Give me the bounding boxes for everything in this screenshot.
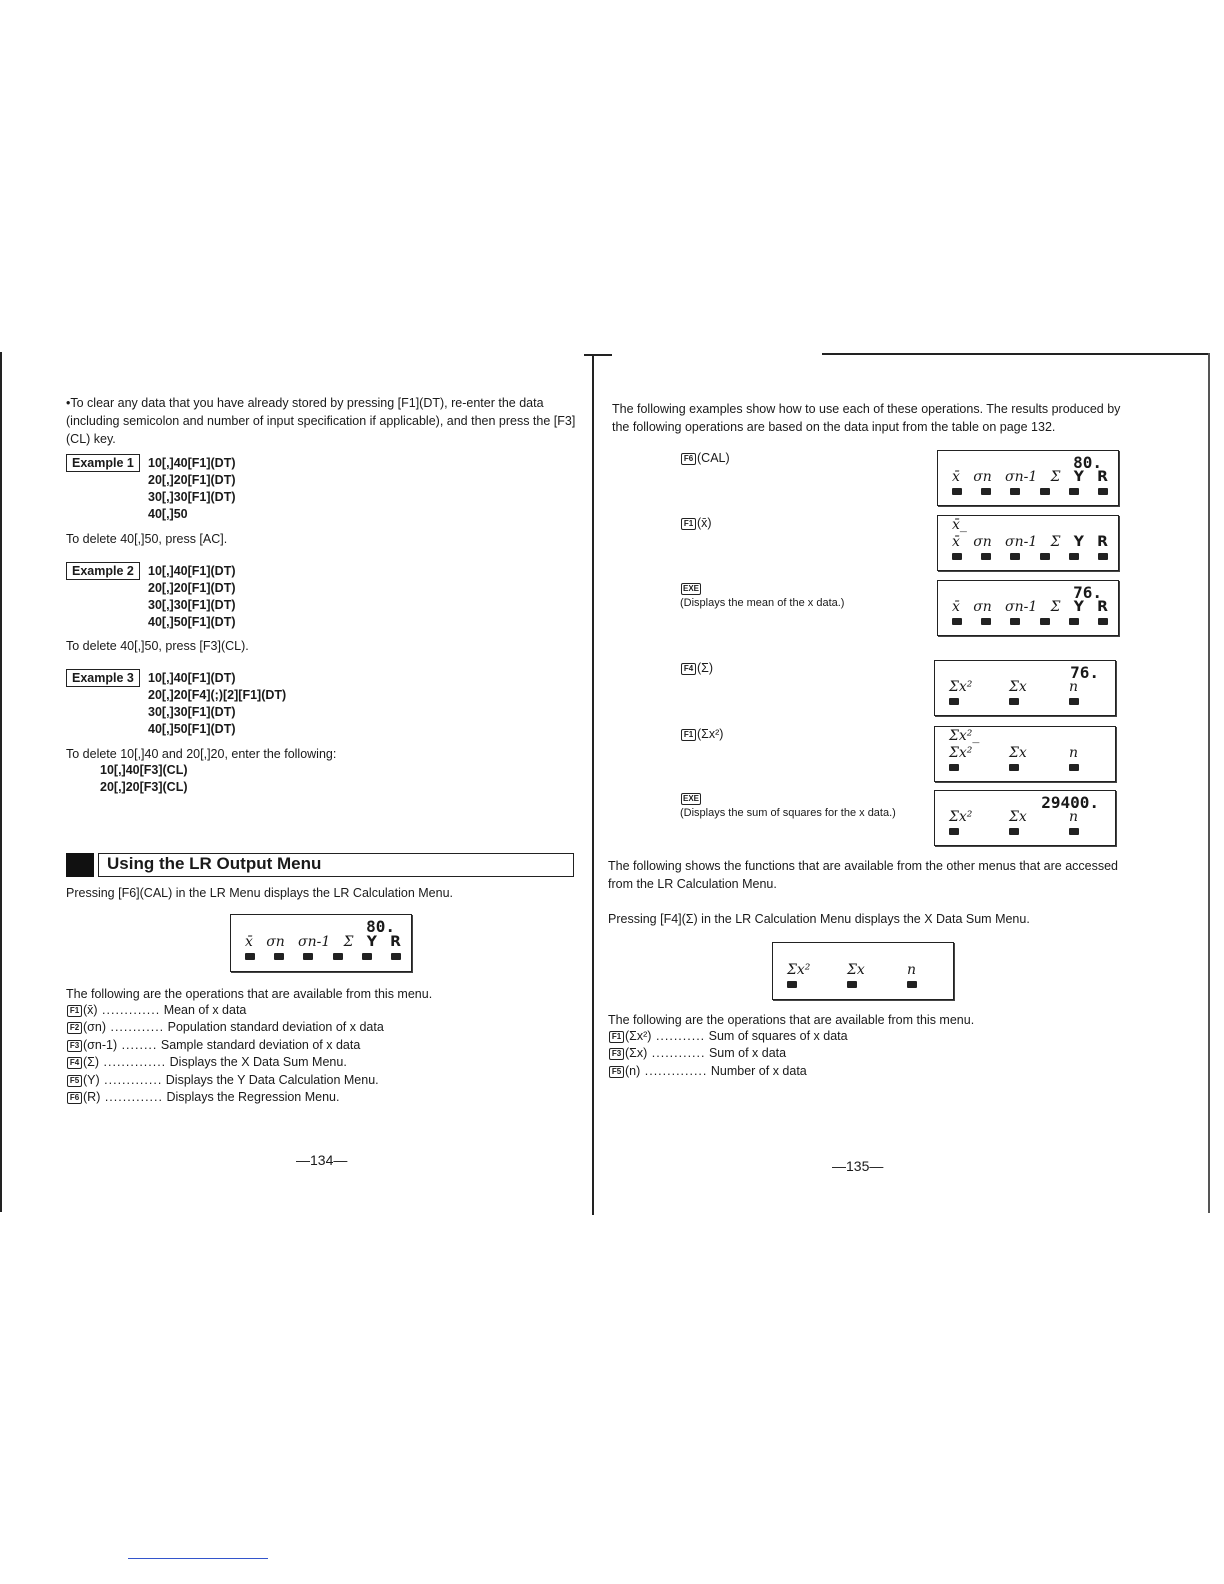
step-key [680,790,900,820]
example2-line: 20[,]20[F1](DT) [148,581,236,595]
display-label: R [1097,534,1108,550]
step-label: (Σx²) [697,727,724,741]
label-r: R [390,934,401,950]
function-key-markers [949,764,1129,771]
menu-desc: Mean of x data [163,1003,247,1017]
left-edge-line [0,352,2,1212]
menu-sym: (σn) [83,1020,106,1035]
example3-delete-keys [100,762,188,796]
label-mean: x̄ [245,934,253,950]
display-labels [949,809,1129,825]
menu-sym: (x̄) [83,1003,98,1017]
example3-line: 30[,]30[F1](DT) [148,705,236,719]
input-symbol: Σx²_ [949,728,980,744]
menu-dots: ............ [106,1020,165,1035]
function-key-marker [1069,553,1079,560]
right-edge-line [1208,353,1210,1213]
step-label: (x̄) [697,516,712,530]
display-value: 80. [1073,453,1102,472]
example2-keys [148,563,236,631]
function-key-marker [1040,618,1050,625]
step-key [680,660,900,676]
menu-dots: ........... [651,1029,706,1043]
example3-keys [148,670,286,738]
menu-intro: The following are the operations that are available from this menu. [66,987,433,1001]
key-f4-icon: F4 [681,663,696,675]
f5-marker [907,981,917,988]
sum-menu-item [608,1063,848,1080]
display-label: n [1069,745,1079,761]
function-key-marker [1010,488,1020,495]
label-sum-x2: Σx² [787,962,811,978]
f3-key-icon: F3 [609,1048,624,1060]
display-label: Σx² [949,745,973,761]
x-sum-display [934,726,1116,782]
bottom-link-line [128,1558,268,1559]
display-labels [245,934,401,950]
display-label: x̄ [952,534,960,550]
left-page-number: —134— [296,1152,348,1168]
right-top-line [822,353,1210,355]
example3-label: Example 3 [66,669,140,687]
step-key [680,450,900,466]
display-value: 76. [1070,663,1099,682]
menu-list [66,1002,384,1106]
sum-intro: Pressing [F4](Σ) in the LR Calculation Menu displays the X Data Sum Menu. [608,912,1030,926]
function-key-marker [1010,618,1020,625]
x-sum-display [934,660,1116,716]
display-label: x̄ [952,469,960,485]
spine-top-tick [584,354,612,356]
example2-after: To delete 40[,]50, press [F3](CL). [66,639,249,653]
label-sum-x: Σx [847,962,865,978]
example3-line: 10[,]40[F1](DT) [148,671,236,685]
f6-key-icon: F6 [67,1092,82,1104]
display-labels [952,469,1108,485]
f1-key-icon: F1 [67,1005,82,1017]
function-key-marker [981,553,991,560]
function-key-marker [1069,764,1079,771]
function-key-marker [1009,764,1019,771]
display-label: Σ [1050,534,1061,550]
menu-desc: Displays the X Data Sum Menu. [169,1055,347,1070]
function-key-marker [981,488,991,495]
menu-sym: (n) [625,1063,641,1078]
lr-calc-display [937,580,1119,636]
example1-keys [148,455,236,523]
f6-marker [391,953,401,960]
example1-line: 30[,]30[F1](DT) [148,490,236,504]
display-label: R [1097,469,1108,485]
function-key-markers [949,828,1129,835]
step-key [680,726,900,742]
delete-line: 20[,]20[F3](CL) [100,780,188,794]
menu-desc: Displays the Regression Menu. [166,1090,340,1105]
menu-sym: (Y) [83,1072,100,1087]
menu-dots: ........ [117,1037,158,1052]
display-input-line [949,728,1009,744]
display-label: Σx² [949,809,973,825]
display-labels [949,745,1129,761]
delete-line: 10[,]40[F3](CL) [100,763,188,777]
function-key-marker [1098,553,1108,560]
display-label: n [1069,809,1079,825]
menu-desc: Number of x data [710,1063,807,1078]
example1-label: Example 1 [66,454,140,472]
display-label: Σ [1050,469,1061,485]
menu-dots: ............. [99,1072,163,1087]
other-menus-text: The following shows the functions that are available from the other menus that are accessed from the LR Calculation Menu. [608,859,1119,891]
step-key [680,515,900,531]
sum-ops-intro: The following are the operations that are available from this menu. [608,1013,975,1027]
example3-after: To delete 10[,]40 and 20[,]20, enter the following: [66,747,337,761]
label-n: n [907,962,917,978]
step-label: (CAL) [697,451,730,465]
key-f1-icon: F1 [681,518,696,530]
menu-desc: Displays the Y Data Calculation Menu. [165,1072,379,1087]
display-label: n [1069,679,1079,695]
display-label: σn [973,599,992,615]
display-label: Σx [1009,745,1027,761]
input-symbol: x̄_ [952,517,967,533]
f1-key-icon: F1 [609,1031,624,1043]
function-key-marker [1069,828,1079,835]
key-exe-icon: EXE [683,794,700,803]
example3-line: 40[,]50[F1](DT) [148,722,236,736]
menu-sym: (Σx²) [625,1029,652,1043]
menu-sym: (σn-1) [83,1037,118,1052]
function-key-marker [1069,698,1079,705]
function-key-marker [1069,618,1079,625]
x-sum-display [772,942,954,1000]
menu-item [66,1072,384,1089]
menu-dots: .............. [640,1063,708,1078]
display-label: σn-1 [1005,469,1038,485]
menu-desc: Sample standard deviation of x data [160,1037,361,1052]
display-label: Σx [1009,679,1027,695]
right-intro: The following examples show how to use each of these operations. The results produced by the following operations are based on the data input from the table on page 132. [612,402,1121,434]
display-label: Y [1073,599,1084,615]
menu-item [66,1089,384,1106]
function-key-marker [1069,488,1079,495]
menu-dots: ............. [97,1003,161,1017]
label-sigma-n1: σn-1 [298,934,331,950]
f4-marker [333,953,343,960]
function-key-markers [952,618,1108,625]
menu-sym: (Σx) [625,1046,648,1061]
menu-dots: ............ [647,1046,706,1061]
f5-marker [362,953,372,960]
display-label: Σ [1050,599,1061,615]
display-label: Σx [1009,809,1027,825]
example1-line: 40[,]50 [148,507,188,521]
function-key-marker [949,828,959,835]
left-intro: •To clear any data that you have already stored by pressing [F1](DT), re-enter the data (including semicolon and number of input specification if applicable), and then press the [F3](CL) key. [66,396,576,446]
menu-item [66,1037,384,1054]
label-sigma-n: σn [266,934,285,950]
section-intro: Pressing [F6](CAL) in the LR Menu displays the LR Calculation Menu. [66,886,453,900]
x-sum-display [934,790,1116,846]
example2-line: 10[,]40[F1](DT) [148,564,236,578]
spine-line [592,355,594,1215]
lr-calc-display [937,450,1119,506]
lr-calc-display [230,914,412,972]
display-labels [952,599,1108,615]
display-labels [949,679,1129,695]
display-label: R [1097,599,1108,615]
display-value: 29400. [1041,793,1099,812]
f5-key-icon: F5 [609,1066,624,1078]
function-key-marker [1009,698,1019,705]
display-label: Σx² [949,679,973,695]
f5-key-icon: F5 [67,1075,82,1087]
section-marker [66,853,94,877]
menu-item [66,1019,384,1036]
f1-marker [245,953,255,960]
f1-marker [787,981,797,988]
sum-menu-item [608,1045,848,1062]
section-title: Using the LR Output Menu [98,853,574,877]
display-input-line [952,517,1108,533]
example1-line: 20[,]20[F1](DT) [148,473,236,487]
f3-marker [847,981,857,988]
menu-desc: Sum of squares of x data [708,1029,848,1043]
right-page-number: —135— [832,1158,884,1174]
f3-key-icon: F3 [67,1040,82,1052]
display-value: 76. [1073,583,1102,602]
function-key-marker [949,698,959,705]
display-labels [952,534,1108,550]
display-label: σn [973,534,992,550]
function-key-marker [981,618,991,625]
display-label: Y [1073,469,1084,485]
display-label: σn [973,469,992,485]
menu-dots: ............. [100,1090,163,1105]
display-label: σn-1 [1005,534,1038,550]
menu-desc: Population standard deviation of x data [167,1020,384,1035]
function-key-markers [787,981,967,988]
function-key-markers [245,953,401,960]
menu-item [66,1002,384,1019]
function-key-marker [1098,488,1108,495]
f2-key-icon: F2 [67,1022,82,1034]
menu-desc: Sum of x data [708,1046,787,1061]
function-key-marker [1098,618,1108,625]
sum-labels [787,962,967,978]
function-key-marker [1040,553,1050,560]
key-f1-icon: F1 [681,729,696,741]
display-label: σn-1 [1005,599,1038,615]
function-key-markers [952,488,1108,495]
menu-sym: (R) [83,1090,101,1105]
sum-menu-list [608,1028,848,1080]
key-f6-icon: F6 [681,453,696,465]
example3-line: 20[,]20[F4](;)[2][F1](DT) [148,688,287,702]
function-key-marker [952,553,962,560]
function-key-marker [1010,553,1020,560]
menu-dots: .............. [99,1055,167,1070]
example2-label: Example 2 [66,562,140,580]
function-key-marker [1040,488,1050,495]
function-key-markers [952,553,1108,560]
function-key-marker [949,764,959,771]
example2-line: 30[,]30[F1](DT) [148,598,236,612]
label-y: Y [366,934,377,950]
function-key-marker [952,618,962,625]
function-key-marker [1009,828,1019,835]
example1-after: To delete 40[,]50, press [AC]. [66,532,228,546]
function-key-markers [949,698,1129,705]
display-label: Y [1073,534,1084,550]
f4-key-icon: F4 [67,1057,82,1069]
sum-menu-item [608,1028,848,1045]
f2-marker [274,953,284,960]
key-exe-icon: EXE [683,584,700,593]
lr-calc-display [937,515,1119,571]
menu-sym: (Σ) [83,1055,100,1070]
f3-marker [303,953,313,960]
step-label: (Σ) [697,661,714,675]
step-note: (Displays the sum of squares for the x data.) [680,807,896,819]
example2-line: 40[,]50[F1](DT) [148,615,236,629]
function-key-marker [952,488,962,495]
display-label: x̄ [952,599,960,615]
step-note: (Displays the mean of the x data.) [680,597,845,609]
display-value: 80. [366,917,395,936]
label-sum: Σ [343,934,354,950]
menu-item [66,1054,384,1071]
step-key [680,580,900,610]
example1-line: 10[,]40[F1](DT) [148,456,236,470]
